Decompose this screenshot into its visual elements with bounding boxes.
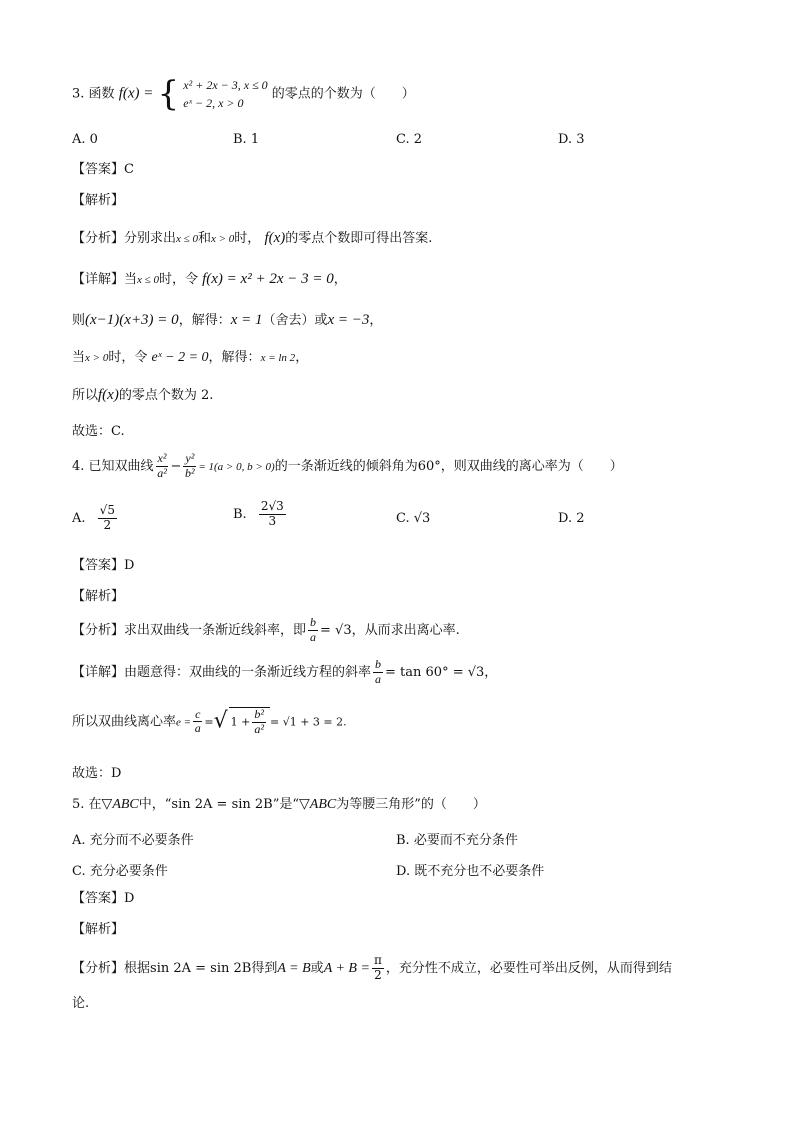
fenxi-cond1: x ≤ 0 [176,233,198,245]
detail-text: 的零点个数为 2. [118,388,214,403]
frac-num: π [373,953,382,967]
fenxi-cond2: x > 0 [210,233,235,245]
q5-number: 5. 在 [72,797,102,812]
q3-detail-1 [72,270,347,288]
detail-end: . [343,715,347,729]
q4-text: 的一条渐近线的倾斜角为 [274,458,418,474]
q3-option-c[interactable]: C. 2 [396,132,423,147]
frac-den: 2 [374,967,382,982]
detail-text: ，解得： [208,350,261,365]
q5-option-d[interactable]: D. 既不充分也不必要条件 [396,864,545,879]
detail-text: 当 [72,350,86,365]
option-frac [259,500,286,529]
frac-num: b² [254,707,264,721]
q4-frac-y [183,452,196,481]
detail-end: ， [295,350,309,365]
q3-cases [183,76,267,112]
q5-analysis-tag: 【解析】 [72,922,125,937]
detail-end: ， [333,272,347,287]
fenxi-text2: 的零点个数即可得出答案. [285,231,433,246]
fenxi-frac [308,616,318,645]
q3-stem [72,76,415,112]
q3-brace: { [157,74,180,114]
q4-fenxi [72,616,460,645]
fenxi-eq: sin 2A = sin 2B [150,960,252,976]
fenxi-text2: ，从而求出离心率. [351,622,460,638]
detail-end: ， [369,313,383,328]
q3-choose: 故选：C. [72,424,125,439]
frac-den: a [194,721,201,736]
sqrt-frac [252,708,266,737]
fenxi-text: 得到 [251,960,278,976]
q4-option-d[interactable]: D. 2 [558,511,585,526]
q5-condition: sin 2A = sin 2B [171,797,273,812]
q5-option-c[interactable]: C. 充分必要条件 [72,864,168,879]
option-label: B. [233,506,247,522]
frac-num: c [195,706,201,721]
q4-choose: 故选：D [72,766,122,781]
q4-detail-2 [72,707,347,737]
q4-option-c[interactable]: C. √3 [396,511,431,526]
q5-text: ”是“ [272,797,300,812]
answer-value: D [124,891,135,906]
xiangjie-tag: 【详解】 [72,272,125,287]
frac-den: b² [185,465,195,480]
detail-equation: f(x) = x² + 2x − 3 = 0 [202,271,334,287]
detail-equation: eˣ − 2 = 0 [151,350,209,365]
frac-num: b [375,657,382,671]
q5-text: 为等腰三角形”的（ ） [336,797,486,812]
q3-function: f(x) = [118,85,154,102]
q5-fenxi [72,954,672,983]
frac-num: 2√3 [260,499,284,513]
detail-root2: x = −3 [327,312,370,328]
q5-option-a[interactable]: A. 充分而不必要条件 [72,833,194,848]
q4-tail: ，则双曲线的离心率为（ ） [440,458,623,474]
frac-num: y² [185,451,195,465]
q3-detail-3 [72,350,308,367]
q3-option-d[interactable]: D. 3 [558,132,585,147]
detail-text: （舍去）或 [262,313,328,328]
sqrt-text: 1 + [230,715,251,729]
fenxi-time: 时， [234,231,261,246]
q3-option-a[interactable]: A. 0 [72,132,98,147]
fenxi-r2: A + B = [323,960,370,976]
detail-eq: = √1 + 3 = 2 [269,715,344,729]
frac-num: √5 [99,503,115,517]
q5-answer [72,891,134,907]
detail-cond: x ≤ 0 [137,274,159,286]
fenxi-fx: f(x) [264,230,286,246]
detail-text: 时，令 [108,350,148,365]
q4-number: 4. 已知双曲线 [72,458,154,474]
detail-equation: (x−1)(x+3) = 0 [85,312,179,328]
frac-den: a² [157,465,167,480]
q5-option-b[interactable]: B. 必要而不充分条件 [396,833,518,848]
equals: = [204,715,214,729]
answer-value: C [124,162,134,177]
detail-text: 所以 [72,388,99,403]
q4-option-a[interactable] [72,504,119,533]
q4-detail-1 [72,658,497,687]
q5-fenxi-cont: 论. [72,996,90,1011]
q3-option-b[interactable]: B. 1 [233,132,260,147]
q3-fenxi [72,229,432,247]
detail-end: ， [484,664,498,680]
fenxi-or: 或 [310,960,324,976]
detail-text: 当 [124,272,138,287]
fenxi-tag: 【分析】 [72,622,125,638]
q5-stem [72,797,486,814]
frac-den: a [375,671,382,686]
fenxi-and: 和 [197,231,211,246]
q4-answer [72,558,134,574]
frac-num: x² [157,451,167,465]
fenxi-tag: 【分析】 [72,231,125,246]
q3-tail: 的零点的个数为（ ） [271,86,415,102]
minus: − [170,458,182,474]
detail-text: 由题意得：双曲线的一条渐近线方程的斜率 [124,664,372,680]
detail-text: 时，令 [158,272,198,287]
q3-case2: eˣ − 2, x > 0 [183,96,244,110]
fenxi-frac [372,954,384,983]
q3-detail-2 [72,311,382,329]
answer-value: D [124,558,135,573]
q4-analysis-tag: 【解析】 [72,589,125,604]
option-frac [98,504,117,533]
detail-eq: = tan 60° = √3 [385,664,485,680]
q4-stem [72,452,623,481]
frac-den: 2 [103,517,112,532]
xiangjie-tag: 【详解】 [72,664,125,680]
frac-den: a [310,629,317,644]
answer-tag: 【答案】 [72,558,125,573]
detail-root1: x = 1 [230,312,263,328]
fenxi-r1: A = B [277,960,311,976]
answer-tag: 【答案】 [72,891,125,906]
q4-frac-x [156,452,169,481]
triangle-1: ▽ABC [101,797,139,812]
sqrt-icon: √ [213,708,228,734]
q5-text: 中，“ [138,797,172,812]
frac-den: a² [254,721,264,736]
detail-text: ，解得： [178,313,231,328]
fenxi-text: 分别求出 [124,231,177,246]
q3-answer [72,162,134,178]
fenxi-tag: 【分析】 [72,960,125,976]
sqrt-body [229,707,270,737]
detail-frac [193,708,202,737]
detail-root: x = ln 2 [260,352,296,364]
answer-tag: 【答案】 [72,162,125,177]
detail-cond: x > 0 [85,352,109,364]
fenxi-eq: = √3 [320,622,352,638]
q3-case1: x² + 2x − 3, x ≤ 0 [183,78,268,92]
fenxi-text2: ，充分性不成立，必要性可举出反例，从而得到结 [385,960,672,976]
frac-num: b [310,615,317,629]
q3-detail-4 [72,386,213,404]
frac-den: 3 [268,513,277,528]
q4-condition: = 1(a > 0, b > 0) [198,460,275,473]
detail-text: 则 [72,313,86,328]
q3-analysis-tag: 【解析】 [72,193,125,208]
detail-e: e = [176,716,192,729]
fenxi-text: 求出双曲线一条渐近线斜率，即 [124,622,307,638]
detail-text: 所以双曲线离心率 [72,714,177,730]
q4-option-b[interactable] [233,500,288,529]
fenxi-text: 根据 [124,960,151,976]
option-label: A. [72,510,86,526]
q3-number: 3. 函数 [72,86,115,102]
triangle-2: ▽ABC [299,797,337,812]
q4-angle: 60° [417,458,441,474]
detail-fx: f(x) [98,387,119,403]
detail-frac [373,658,383,687]
